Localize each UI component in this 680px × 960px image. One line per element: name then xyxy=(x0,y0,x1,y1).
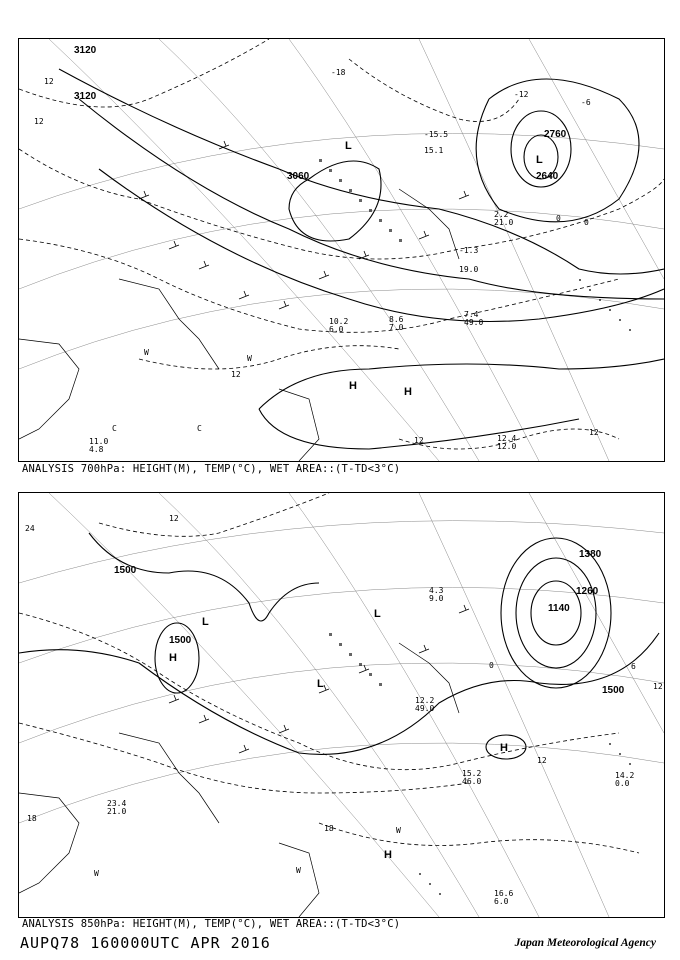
temp-label: -12 xyxy=(514,90,529,99)
station-value: 8.6 xyxy=(389,315,404,324)
height-label: 1500 xyxy=(114,565,137,576)
station-value: 7.4 xyxy=(464,310,479,319)
height-label: 1140 xyxy=(548,603,570,614)
coastlines xyxy=(19,643,459,917)
station-value: 21.0 xyxy=(494,218,514,227)
low-center: L xyxy=(345,140,352,152)
temp-label: 18 xyxy=(27,814,37,823)
height-label: 2760 xyxy=(544,129,567,140)
temp-label: 0 xyxy=(584,218,589,227)
wet-area-stipple xyxy=(319,159,631,331)
bulletin-code: AUPQ78 160000UTC APR 2016 xyxy=(20,934,271,952)
map-700hpa-chart xyxy=(19,39,664,461)
height-label: 3060 xyxy=(287,171,310,182)
warm-center: W xyxy=(144,348,149,357)
temp-label: 0 xyxy=(556,214,561,223)
graticule xyxy=(19,493,664,917)
station-value: 49.0 xyxy=(464,318,484,327)
panel-caption-700hpa: ANALYSIS 700hPa: HEIGHT(M), TEMP(°C), WET AREA::(T-TD<3°C) xyxy=(22,463,401,475)
temp-label: 12 xyxy=(589,428,599,437)
high-center: H xyxy=(500,742,508,754)
station-value: 6.0 xyxy=(494,897,509,906)
wet-area-stipple xyxy=(329,633,631,895)
temp-label: 12 xyxy=(414,436,424,445)
agency-name: Japan Meteorological Agency xyxy=(514,937,656,949)
station-value: -1.3 xyxy=(459,246,479,255)
station-value: 6.0 xyxy=(329,325,344,334)
height-label: 3120 xyxy=(74,91,97,102)
station-value: 9.0 xyxy=(429,594,444,603)
warm-center: W xyxy=(247,354,252,363)
station-value: 49.0 xyxy=(415,704,435,713)
station-value: 4.8 xyxy=(89,445,104,454)
map-panel-850hpa xyxy=(18,492,665,918)
height-label: 1500 xyxy=(602,685,625,696)
station-value: 10.2 xyxy=(329,317,349,326)
low-center: L xyxy=(317,678,324,690)
temp-label: -18 xyxy=(331,68,346,77)
station-value: 7.0 xyxy=(389,323,404,332)
station-value: 23.4 xyxy=(107,799,127,808)
temp-label: 18 xyxy=(324,824,334,833)
station-value: 19.0 xyxy=(459,265,479,274)
height-label: 3120 xyxy=(74,45,97,56)
temp-label: 12 xyxy=(34,117,44,126)
temp-label: 0 xyxy=(489,661,494,670)
temp-label: 12 xyxy=(169,514,179,523)
high-center: H xyxy=(169,652,177,664)
high-center: H xyxy=(384,849,392,861)
station-value: -15.5 xyxy=(424,130,449,139)
cold-center: C xyxy=(112,424,117,433)
high-center: H xyxy=(404,386,412,398)
temp-label: 12 xyxy=(231,370,241,379)
height-contours xyxy=(59,69,664,449)
warm-center: W xyxy=(396,826,401,835)
warm-center: W xyxy=(94,869,99,878)
map-panel-700hpa xyxy=(18,38,665,462)
temp-label: -6 xyxy=(581,98,591,107)
temp-label: 24 xyxy=(25,524,35,533)
height-label: 2640 xyxy=(536,171,559,182)
temp-label: 6 xyxy=(631,662,636,671)
station-value: 15.2 xyxy=(462,769,482,778)
station-value: 14.2 xyxy=(615,771,635,780)
graticule xyxy=(19,39,664,461)
station-value: 2.2 xyxy=(494,210,509,219)
height-label: 1380 xyxy=(579,549,602,560)
station-value: 12.0 xyxy=(497,442,517,451)
height-label: 1500 xyxy=(169,635,192,646)
high-center: H xyxy=(349,380,357,392)
temp-label: 12 xyxy=(44,77,54,86)
panel-caption-850hpa: ANALYSIS 850hPa: HEIGHT(M), TEMP(°C), WET AREA::(T-TD<3°C) xyxy=(22,918,401,930)
station-value: 4.3 xyxy=(429,586,444,595)
cold-center: C xyxy=(197,424,202,433)
station-value: 16.6 xyxy=(494,889,514,898)
temp-label: 12 xyxy=(537,756,547,765)
station-value: 12.2 xyxy=(415,696,435,705)
temp-label: 12 xyxy=(653,682,663,691)
station-value: 21.0 xyxy=(107,807,127,816)
station-value: 0.0 xyxy=(615,779,630,788)
station-value: 46.0 xyxy=(462,777,482,786)
low-center: L xyxy=(374,608,381,620)
station-value: 15.1 xyxy=(424,146,444,155)
temperature-isotherms xyxy=(19,39,664,449)
station-value: 12.4 xyxy=(497,434,517,443)
warm-center: W xyxy=(296,866,301,875)
map-850hpa-chart xyxy=(19,493,664,917)
height-label: 1260 xyxy=(576,586,599,597)
low-center: L xyxy=(536,154,543,166)
low-center: L xyxy=(202,616,209,628)
station-value: 11.0 xyxy=(89,437,109,446)
